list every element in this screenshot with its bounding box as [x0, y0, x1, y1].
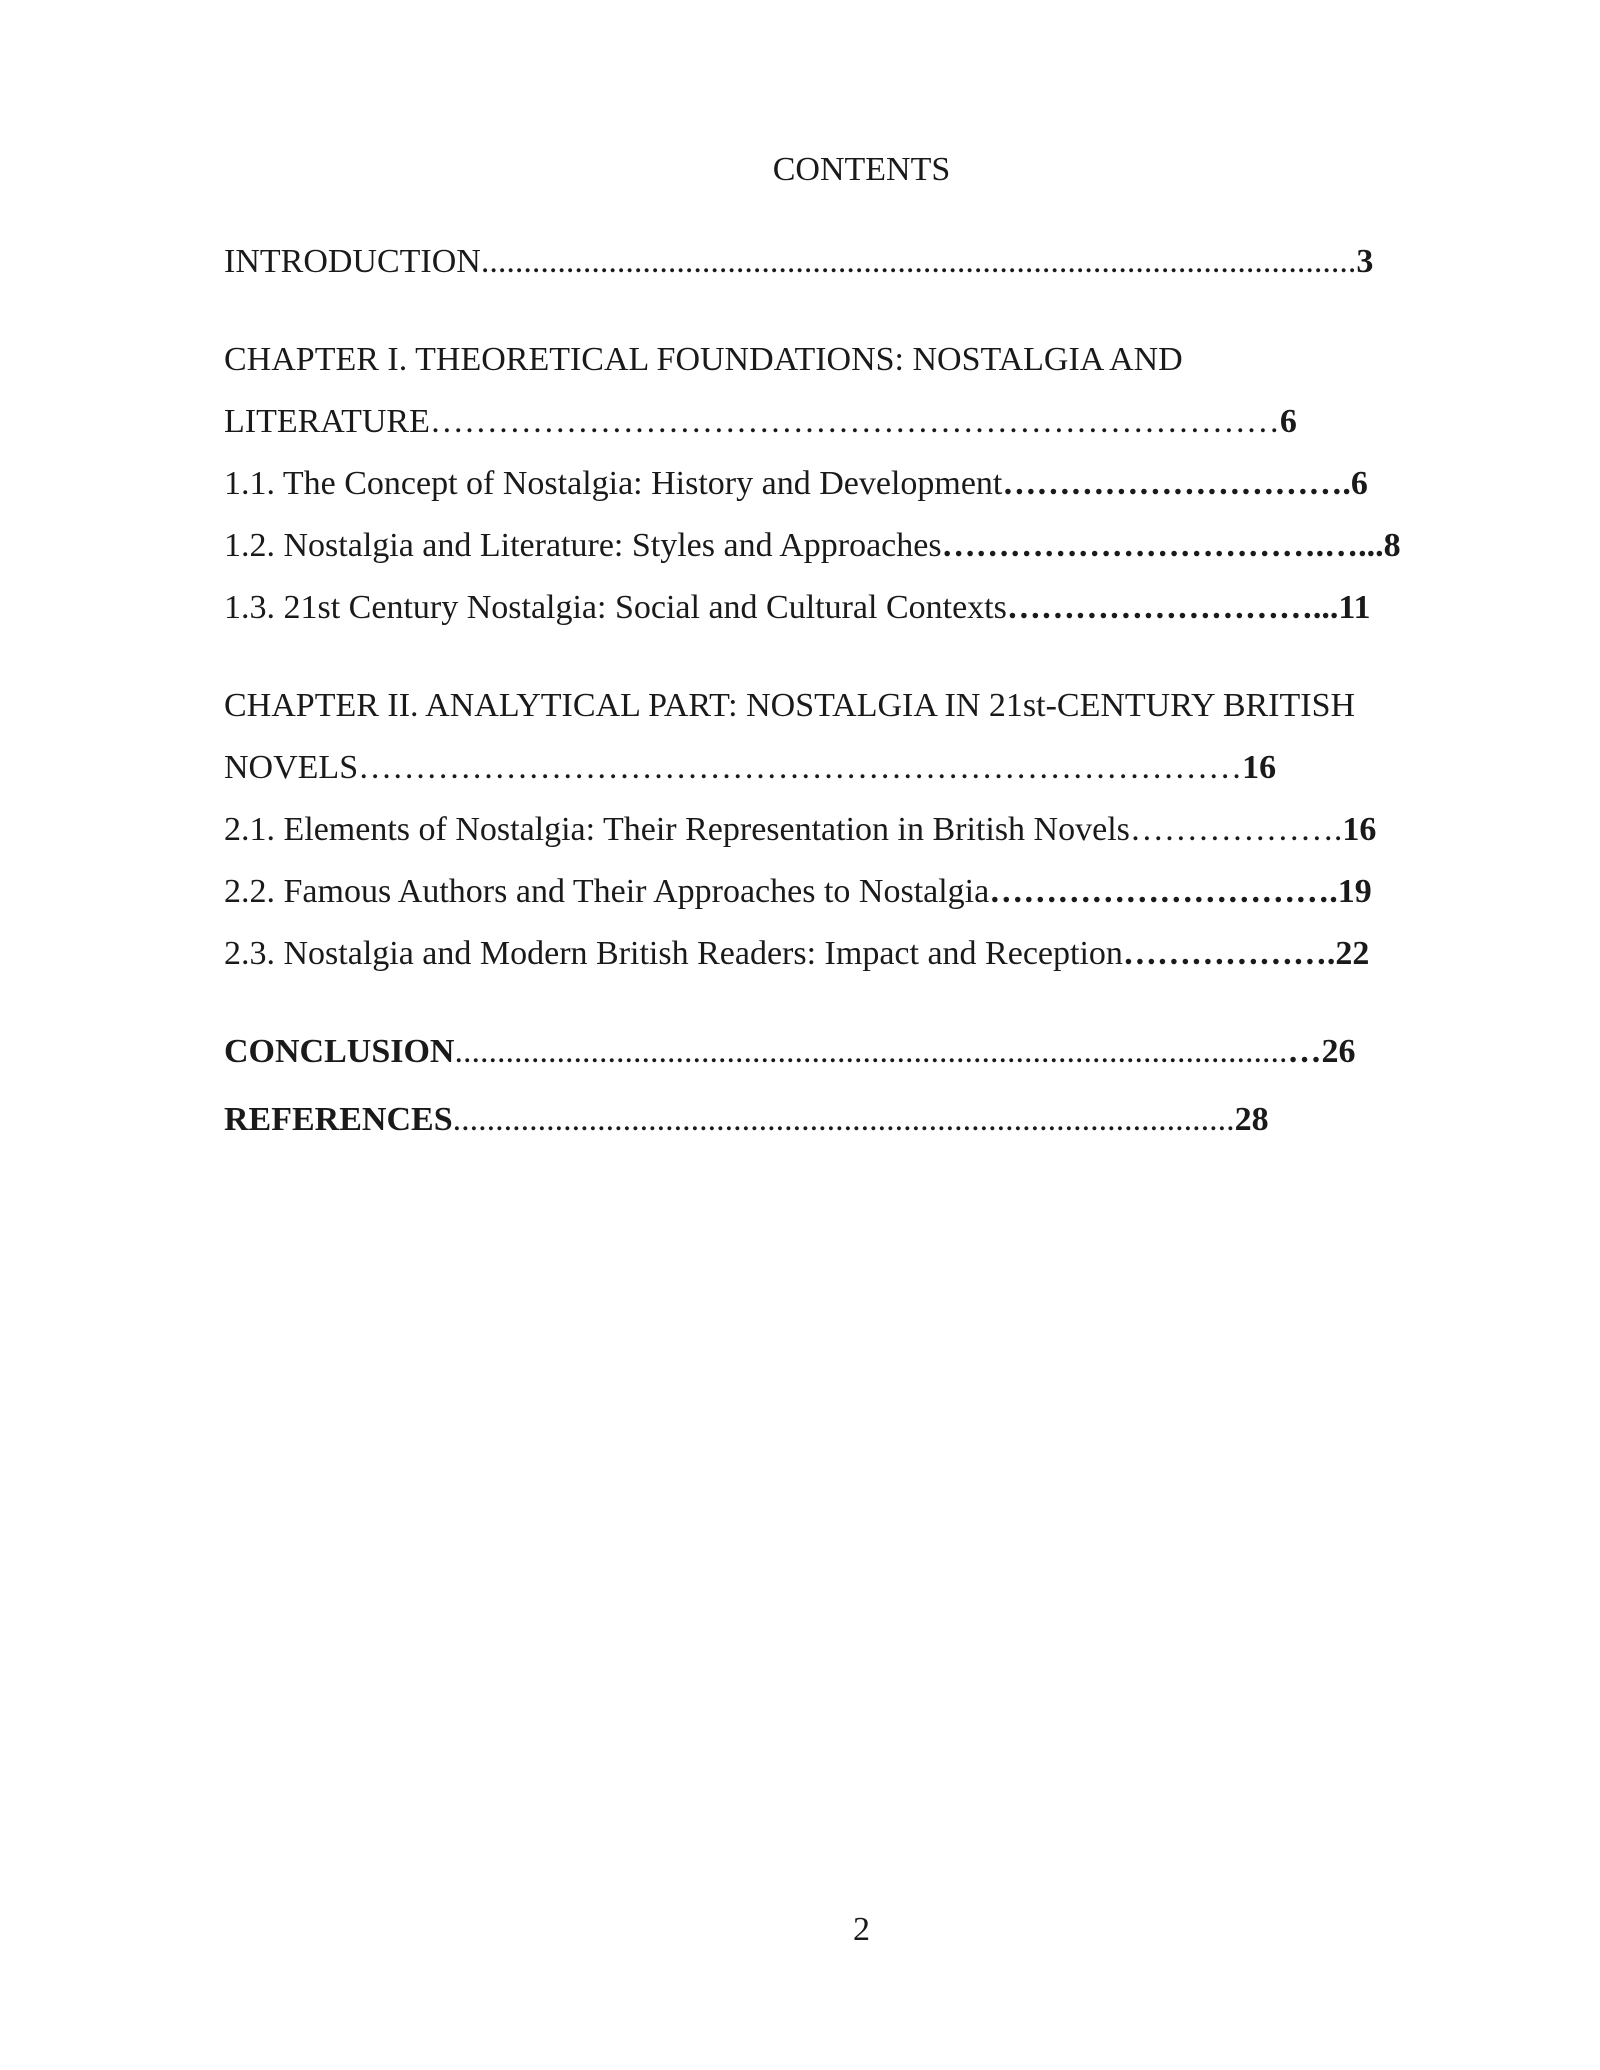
toc-entry-label: NOVELS	[224, 749, 359, 786]
toc-entry-page: 6	[1279, 403, 1297, 440]
toc-entry-page: 28	[1234, 1101, 1269, 1138]
toc-entry-page: 22	[1335, 935, 1370, 972]
toc-entry-conclusion[interactable]	[224, 1032, 1355, 1072]
toc-entry-2-2[interactable]	[224, 872, 1372, 912]
toc-entry-label: 1.2. Nostalgia and Literature: Styles and Approaches	[224, 527, 942, 564]
toc-leader-dots: ………………………….	[989, 873, 1338, 910]
toc-entry-2-3[interactable]	[224, 934, 1369, 974]
toc-entry-page: 16	[1242, 749, 1277, 786]
toc-entry-page: 8	[1383, 527, 1401, 564]
toc-entry-1-2[interactable]	[224, 526, 1401, 566]
toc-entry-page: …26	[1287, 1033, 1356, 1070]
contents-title-wrap	[0, 150, 1600, 190]
toc-leader-dots: ………………………...	[1006, 589, 1339, 626]
toc-entry-label: 2.2. Famous Authors and Their Approaches to Nostalgia	[224, 873, 990, 910]
toc-entry-label: 1.3. 21st Century Nostalgia: Social and Cultural Contexts	[224, 589, 1007, 626]
toc-chapter-2-heading[interactable]	[224, 686, 1355, 726]
toc-entry-2-1[interactable]	[224, 810, 1376, 850]
toc-leader-dots: ……………….	[1129, 811, 1343, 848]
toc-entry-page: 3	[1356, 243, 1374, 280]
contents-title: CONTENTS	[772, 151, 951, 188]
toc-entry-1-1[interactable]	[224, 464, 1368, 504]
page-number: 2	[853, 1911, 870, 1948]
toc-entry-label: 1.1. The Concept of Nostalgia: History and Development	[224, 465, 1003, 502]
toc-entry-page: 16	[1342, 811, 1377, 848]
toc-entry-label: CHAPTER II. ANALYTICAL PART: NOSTALGIA IN 21st-CENTURY BRITISH	[224, 687, 1356, 724]
toc-leader-dots: ……………….	[1122, 935, 1336, 972]
toc-chapter-1-heading[interactable]	[224, 340, 1183, 380]
toc-entry-label: CHAPTER I. THEORETICAL FOUNDATIONS: NOSTALGIA AND	[224, 341, 1183, 378]
toc-entry-page: 19	[1337, 873, 1372, 910]
toc-leader-dots: ………………………….	[1002, 465, 1351, 502]
toc-entry-label: REFERENCES	[224, 1101, 453, 1138]
toc-chapter-2-heading-cont[interactable]	[224, 748, 1276, 788]
toc-leader-dots: …………………………….…...	[941, 527, 1384, 564]
toc-leader-dots: ..................................................................................................	[454, 1033, 1288, 1070]
toc-entry-label: CONCLUSION	[224, 1033, 455, 1070]
toc-leader-dots: ............................................................................................	[452, 1101, 1235, 1138]
toc-leader-dots: ……………………………………………………………………	[358, 749, 1243, 786]
toc-entry-label: INTRODUCTION	[224, 243, 481, 280]
toc-leader-dots: .......................................................................................................	[480, 243, 1357, 280]
toc-entry-references[interactable]	[224, 1100, 1269, 1140]
toc-entry-introduction[interactable]	[224, 242, 1373, 282]
toc-entry-page: 11	[1338, 589, 1371, 626]
toc-chapter-1-heading-cont[interactable]	[224, 402, 1297, 442]
toc-entry-label: LITERATURE	[224, 403, 430, 440]
toc-entry-1-3[interactable]	[224, 588, 1371, 628]
toc-entry-label: 2.1. Elements of Nostalgia: Their Representation in British Novels	[224, 811, 1130, 848]
toc-entry-page: 6	[1350, 465, 1368, 502]
toc-entry-label: 2.3. Nostalgia and Modern British Readers: Impact and Reception	[224, 935, 1123, 972]
toc-leader-dots: …………………………………………………………………	[429, 403, 1280, 440]
